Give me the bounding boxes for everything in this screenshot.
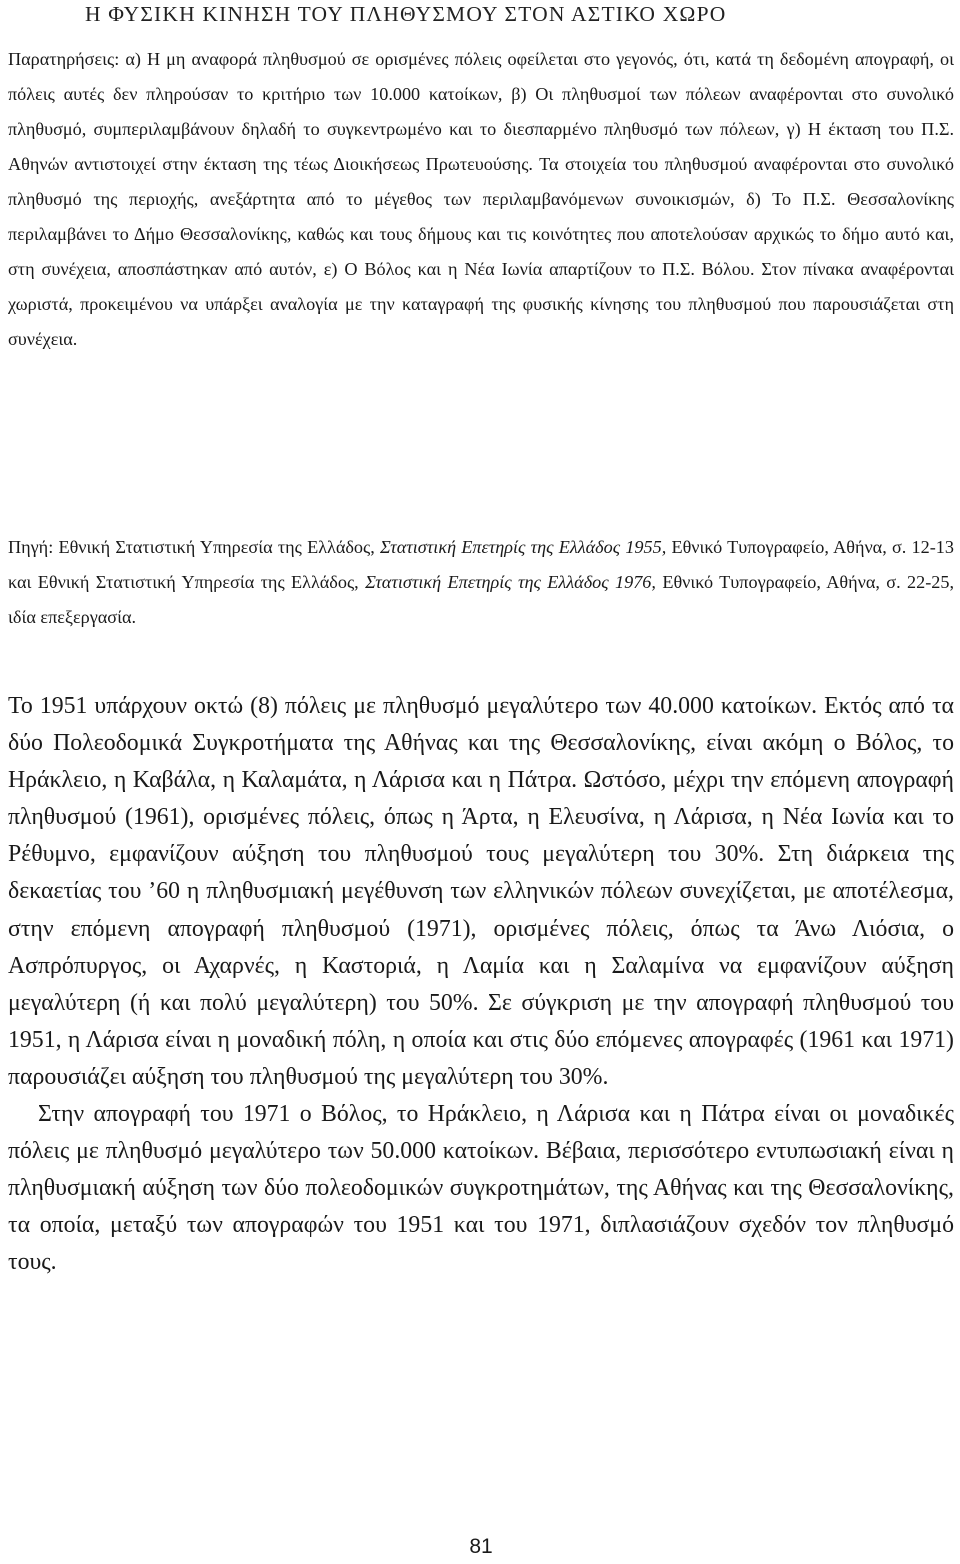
main-body-text [8,688,954,1282]
source-title-1955: Στατιστική Επετηρίς της Ελλάδος 1955, [380,537,667,557]
source-citation [8,530,954,635]
paragraph-2: Στην απογραφή του 1971 ο Βόλος, το Ηράκλειο, η Λάρισα και η Πάτρα είναι οι μοναδικές πόλεις με πληθυσμό μεγαλύτερο των 50.000 κατοίκων. Βέβαια, περισσότερο εντυπωσιακή είναι η πληθυσμιακή αύξηση των δύο πολεοδομικών συγκροτημάτων, της Αθήνας και της Θεσσαλονίκης, τα οποία, μεταξύ των απογραφών του 1951 και του 1971, διπλασιάζουν σχεδόν τον πληθυσμό τους. [8,1101,954,1276]
paragraph-1: Το 1951 υπάρχουν οκτώ (8) πόλεις με πληθυσμό μεγαλύτερο των 40.000 κατοίκων. Εκτός από τα δύο Πολεοδομικά Συγκροτήματα της Αθήνας και της Θεσσαλονίκης, είναι ακόμη ο Βόλος, το Ηράκλειο, η Καβάλα, η Καλαμάτα, η Λάρισα και η Πάτρα. Ωστόσο, μέχρι την επόμενη απογραφή πληθυσμού (1961), ορισμένες πόλεις, όπως η Άρτα, η Ελευσίνα, η Λάρισα, η Νέα Ιωνία και το Ρέθυμνο, εμφανίζουν αύξηση του πληθυσμού τους μεγαλύτερη του 30%. Στη διάρκεια της δεκαετίας του ’60 η πληθυσμιακή μεγέθυνση των ελληνικών πόλεων συνεχίζεται, με αποτέλεσμα, στην επόμενη απογραφή πληθυσμού (1971), ορισμένες πόλεις, όπως τα Άνω Λιόσια, ο Ασπρόπυργος, οι Αχαρνές, η Καστοριά, η Λαμία και η Σαλαμίνα να εμφανίζουν αύξηση μεγαλύτερη (ή και πολύ μεγαλύτερη) του 50%. Σε σύγκριση με την απογραφή πληθυσμού του 1951, η Λάρισα είναι η μοναδική πόλη, η οποία και στις δύο επόμενες απογραφές (1961 και 1971) παρουσιάζει αύξηση του πληθυσμού της μεγαλύτερη του 30%. [8,693,954,1090]
source-prefix: Πηγή: Εθνική Στατιστική Υπηρεσία της Ελλάδος, [8,537,380,557]
table-notes: Παρατηρήσεις: α) Η μη αναφορά πληθυσμού σε ορισμένες πόλεις οφείλεται στο γεγονός, ότι, κατά τη δεδομένη απογραφή, οι πόλεις αυτές δεν πληρούσαν το κριτήριο των 10.000 κατοίκων, β) Οι πληθυσμοί των πόλεων αναφέρονται στο συνολικό πληθυσμό, συμπεριλαμβάνουν δηλαδή το συγκεντρωμένο και το διεσπαρμένο πληθυσμό των πόλεων, γ) Η έκταση του Π.Σ. Αθηνών αντιστοιχεί στην έκταση της τέως Διοικήσεως Πρωτευούσης. Τα στοιχεία του πληθυσμού αναφέρονται στο συνολικό πληθυσμό της περιοχής, ανεξάρτητα από το μέγεθος των περιλαμβανόμενων συνοικισμών, δ) Το Π.Σ. Θεσσαλονίκης περιλαμβάνει το Δήμο Θεσσαλονίκης, καθώς και τους δήμους και τις κοινότητες που αποτελούσαν αρχικώς το δήμο αυτό και, στη συνέχεια, αποσπάστηκαν από αυτόν, ε) Ο Βόλος και η Νέα Ιωνία απαρτίζουν το Π.Σ. Βόλου. Στον πίνακα αναφέρονται χωριστά, προκειμένου να υπάρξει αναλογία με την καταγραφή της φυσικής κίνησης του πληθυσμού που παρουσιάζεται στη συνέχεια. [8,49,954,349]
running-header: Η ΦΥΣΙΚΗ ΚΙΝΗΣΗ ΤΟΥ ΠΛΗΘΥΣΜΟΥ ΣΤΟΝ ΑΣΤΙΚΟ ΧΩΡΟ [85,2,727,26]
source-middle: Εθνικό Τυπογραφείο, Αθήνα, σ. 12-13 και Εθνική Στατιστική Υπηρεσία της Ελλάδος, [8,537,954,592]
source-title-1976: Στατιστική Επετηρίς της Ελλάδος 1976, [365,572,656,592]
page-number: 81 [469,1535,493,1558]
source-suffix: Εθνικό Τυπογραφείο, Αθήνα, σ. 22-25, ιδία επεξεργασία. [8,572,954,627]
